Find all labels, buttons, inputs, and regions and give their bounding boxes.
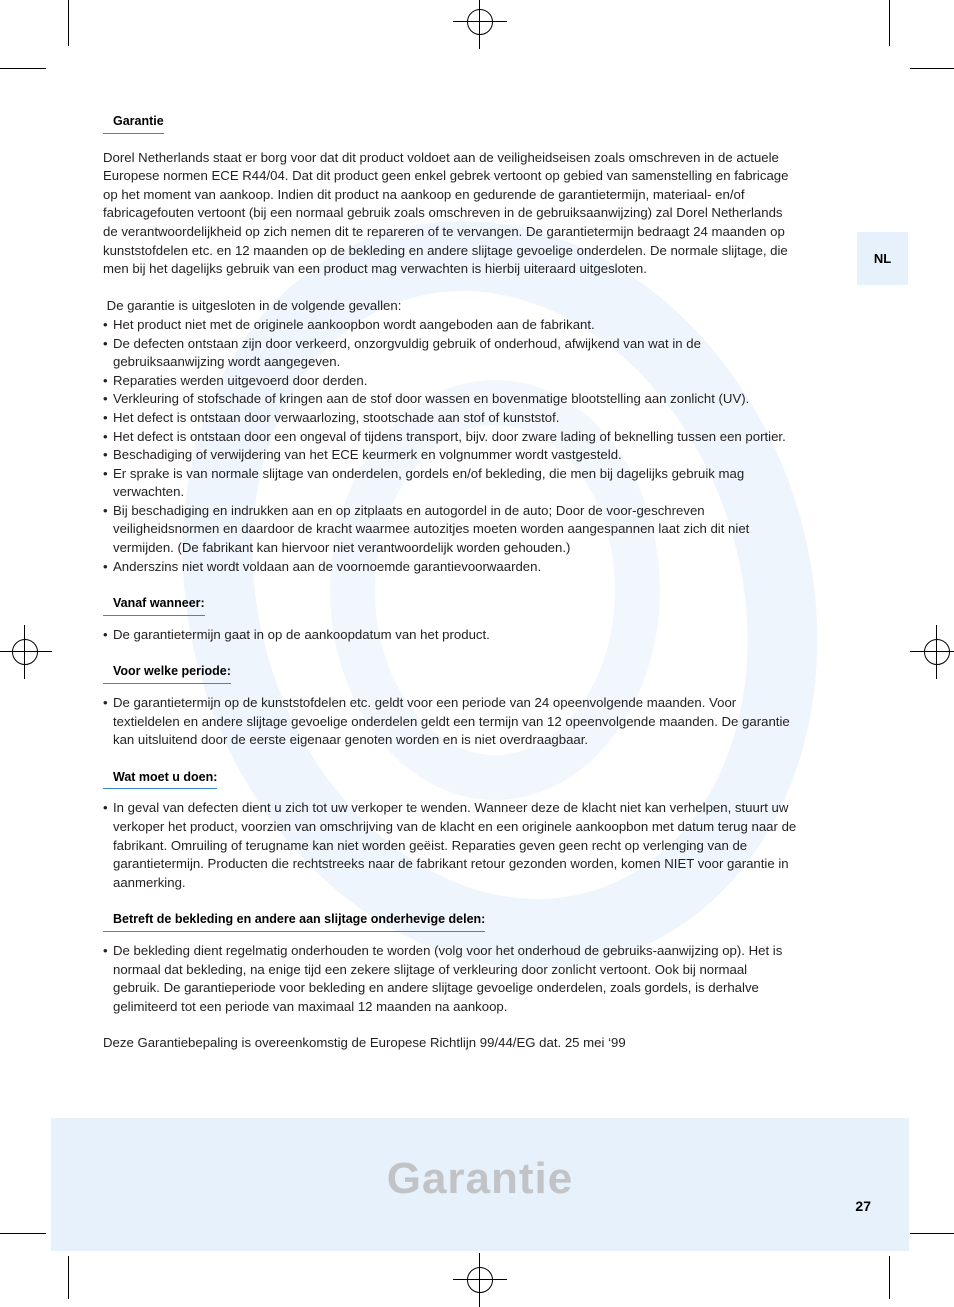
text-line: • De defecten ontstaan zijn door verkeerd, onzorgvuldig gebruik of onderhoud, afwijkend van wat in de (113, 335, 701, 351)
list-item (103, 626, 843, 645)
text-line: garantietermijn. Producten die rechtstreeks naar de fabrikant retour gezonden worden, komen NIET voor garantie in (113, 856, 789, 872)
section-heading-periode: Voor welke periode: (103, 662, 231, 684)
section-heading-bekleding: Betreft de bekleding en andere aan slijtage onderhevige delen: (103, 910, 485, 932)
text-line: kan uitsluitend door de eerste eigenaar genoten worden en is niet overdraagbaar. (113, 732, 589, 748)
section-heading-garantie: Garantie (103, 112, 164, 134)
footer-band (51, 1118, 909, 1251)
text-line: • Beschadiging of verwijdering van het ECE keurmerk en volgnummer wordt vastgesteld. (113, 447, 622, 463)
text-line: men bij het dagelijks gebruik van een product mag verwachten is hierbij uiteraard uitgesloten. (103, 261, 647, 277)
footer-title: Garantie (386, 1154, 574, 1203)
crop-mark (0, 1233, 46, 1234)
crop-mark (889, 1256, 890, 1299)
text-line: Europese normen ECE R44/04. Dat dit product geen enkel gebrek vertoont op gebied van samenstelling en fabricage (103, 168, 789, 184)
text-line: • De garantietermijn gaat in op de aankoopdatum van het product. (113, 626, 490, 642)
text-line: gebruiksaanwijzing wordt aangegeven. (113, 354, 341, 370)
text-line: fabrikant. Omruiling of terugname kan niet worden geëist. Reparaties geven geen recht op verlenging van de (113, 837, 748, 853)
section-heading-doen: Wat moet u doen: (103, 768, 217, 790)
page-number: 27 (855, 1198, 871, 1214)
text-line: verwachten. (113, 484, 185, 500)
text-line: gelimiteerd tot een periode van maximaal 12 maanden na aankoop. (113, 998, 508, 1014)
list-item (103, 694, 843, 750)
text-line: kunststofdelen etc. en 12 maanden op de bekleding en andere slijtage gevoelige onderdelen. De normale slijtage, die (103, 242, 788, 258)
crop-mark (889, 0, 890, 46)
exclusions-list (103, 316, 843, 576)
list-item (103, 502, 843, 558)
list-item (103, 465, 843, 502)
text-line: • De bekleding dient regelmatig onderhouden te worden (volg voor het onderhoud de gebruiks-aanwijzing op). Het is (113, 942, 783, 958)
list-item (103, 558, 843, 577)
text-line: fabricagefouten vertoont (bij een normaal gebruik zoals omschreven in de gebruiksaanwijzing) zal Dorel Netherlands (103, 205, 783, 221)
text-line: • Reparaties werden uitgevoerd door derden. (113, 372, 368, 388)
crop-mark (68, 0, 69, 46)
main-content (103, 112, 843, 1053)
registration-mark-left (12, 639, 38, 665)
crop-mark (910, 68, 954, 69)
vanaf-list (103, 626, 843, 645)
bekleding-list (103, 942, 843, 1016)
list-item (103, 428, 843, 447)
section-heading-vanaf: Vanaf wanneer: (103, 594, 205, 616)
language-tab: NL (857, 232, 908, 285)
text-line: veiligheidsnormen en daardoor de kracht waarmee autozitjes moeten worden aangespannen laat zich dit niet (113, 521, 750, 537)
list-item (103, 799, 843, 892)
list-item (103, 942, 843, 1016)
list-item (103, 335, 843, 372)
text-line: gebruik. De garantieperiode voor bekleding en andere slijtage gevoelige onderdelen, zoals gordels, is derhalve (113, 980, 759, 996)
text-line: verkoper het product, voorzien van omschrijving van de klacht en een originele aankoopbon met datum terug naar de (113, 819, 797, 834)
list-item (103, 390, 843, 409)
text-line: de verantwoordelijkheid op zich nemen dit te repareren of te vervangen. De garantietermijn bedraagt 24 maanden op (103, 223, 785, 239)
text-line: op het moment van aankoop. Indien dit product na aankoop en gedurende de garantietermijn, materiaal- en/of (103, 186, 745, 202)
crop-mark (0, 68, 46, 69)
text-line: vermijden. (De fabrikant kan hiervoor niet verantwoordelijk worden gehouden.) (113, 540, 571, 556)
list-item (103, 316, 843, 335)
doen-list (103, 799, 843, 892)
periode-list (103, 694, 843, 750)
text-line: aanmerking. (113, 874, 186, 890)
text-line: normaal dat bekleding, na enige tijd een zekere slijtage of verkleuring door zonlicht vertoont. Ook bij normaal (113, 961, 748, 977)
text-line: • Het defect is ontstaan door een ongeval of tijdens transport, bijv. door zware lading of beknelling tussen een portier. (113, 428, 786, 444)
registration-mark-bottom (467, 1267, 493, 1293)
text-line: Dorel Netherlands staat er borg voor dat dit product voldoet aan de veiligheidseisen zoals omschreven in de actuele (103, 149, 779, 165)
text-line: textieldelen en andere slijtage gevoelige onderdelen geldt een termijn van 12 opeenvolgende maanden. De garantie (113, 713, 790, 729)
exclusions-intro: De garantie is uitgesloten in de volgende gevallen: (103, 298, 402, 314)
text-line: • In geval van defecten dient u zich tot uw verkoper te wenden. Wanneer deze de klacht niet kan verhelpen, stuurt uw (113, 800, 789, 816)
closing-statement: Deze Garantiebepaling is overeenkomstig de Europese Richtlijn 99/44/EG dat. 25 mei ‘99 (103, 1035, 626, 1051)
text-line: • De garantietermijn op de kunststofdelen etc. geldt voor een periode van 24 opeenvolgende maanden. Voor (113, 695, 737, 711)
text-line: • Er sprake is van normale slijtage van onderdelen, gordels en/of bekleding, die men bij dagelijks gebruik mag (113, 465, 745, 481)
registration-mark-top (467, 9, 493, 35)
crop-mark (68, 1256, 69, 1299)
text-line: • Het product niet met de originele aankoopbon wordt aangeboden aan de fabrikant. (113, 316, 595, 332)
crop-mark (910, 1233, 954, 1234)
text-line: • Bij beschadiging en indrukken aan en op zitplaats en autogordel in de auto; Door de voor-geschreven (113, 502, 705, 518)
text-line: • Verkleuring of stofschade of kringen aan de stof door wassen en bovenmatige blootstelling aan zonlicht (UV). (113, 391, 750, 407)
text-line: • Het defect is ontstaan door verwaarlozing, stootschade aan stof of kunststof. (113, 409, 560, 425)
list-item (103, 372, 843, 391)
text-line: • Anderszins niet wordt voldaan aan de voornoemde garantievoorwaarden. (113, 558, 542, 574)
registration-mark-right (924, 639, 950, 665)
list-item (103, 409, 843, 428)
intro-paragraph (103, 149, 843, 279)
list-item (103, 446, 843, 465)
